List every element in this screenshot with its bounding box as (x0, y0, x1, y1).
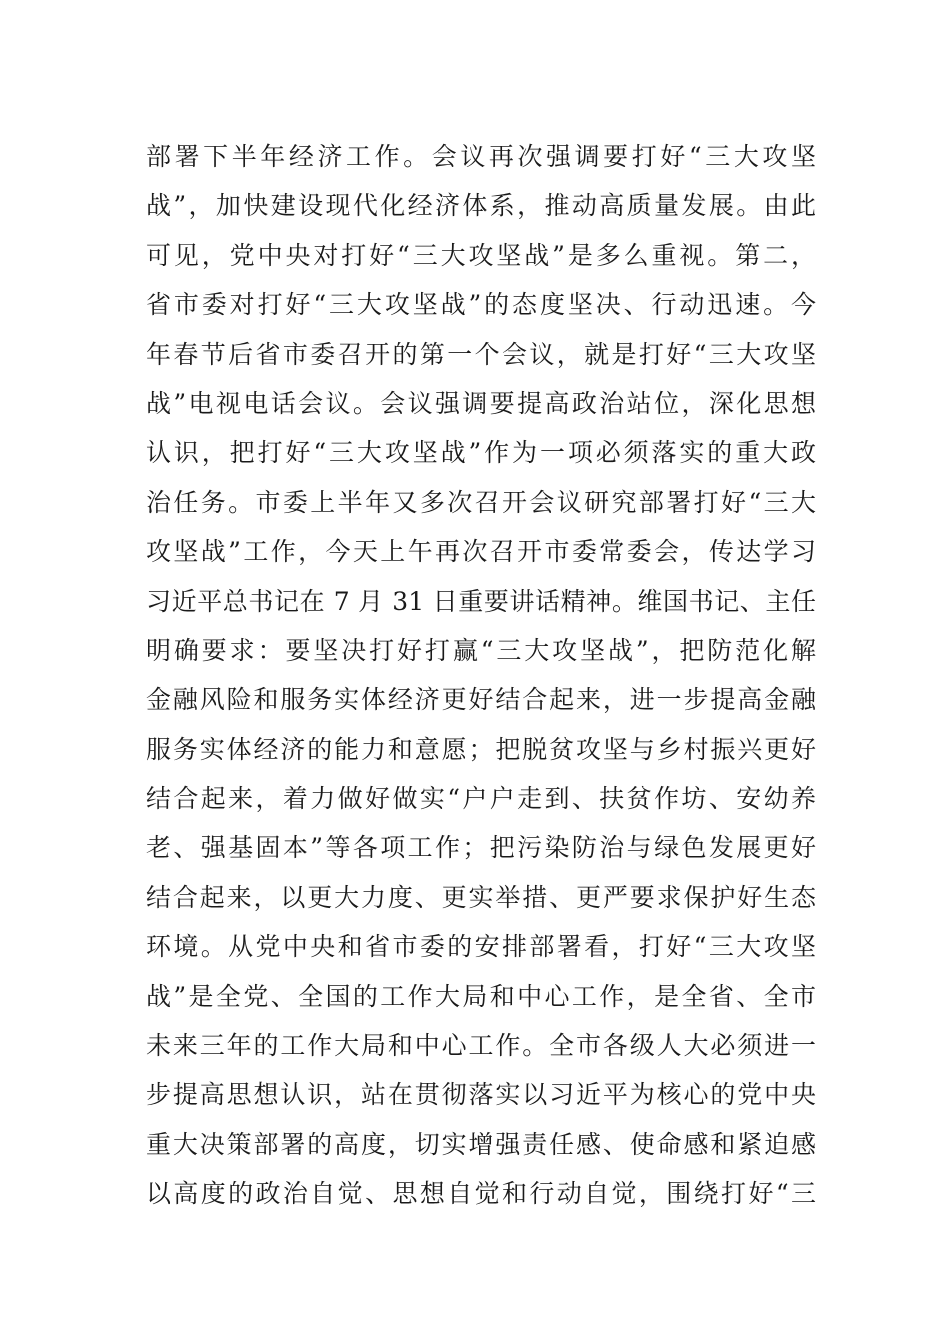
text-line: 明确要求：要坚决打好打赢“三大攻坚战”，把防范化解 (146, 635, 816, 665)
text-line: 习近平总书记在 7 月 31 日重要讲话精神。维国书记、主任 (146, 586, 816, 616)
text-line: 老、强基固本”等各项工作；把污染防治与绿色发展更好 (146, 833, 816, 863)
text-line: 以高度的政治自觉、思想自觉和行动自觉，围绕打好“三 (146, 1179, 816, 1209)
text-line: 可见，党中央对打好“三大攻坚战”是多么重视。第二， (146, 240, 816, 270)
text-line: 结合起来，以更大力度、更实举措、更严要求保护好生态 (146, 882, 816, 912)
text-line: 认识，把打好“三大攻坚战”作为一项必须落实的重大政 (146, 438, 816, 468)
text-line: 年春节后省市委召开的第一个会议，就是打好“三大攻坚 (146, 339, 816, 369)
text-line: 战”电视电话会议。会议强调要提高政治站位，深化思想 (146, 388, 816, 418)
text-line: 步提高思想认识，站在贯彻落实以习近平为核心的党中央 (146, 1080, 816, 1110)
text-line: 省市委对打好“三大攻坚战”的态度坚决、行动迅速。今 (146, 290, 816, 320)
text-line: 治任务。市委上半年又多次召开会议研究部署打好“三大 (146, 487, 816, 517)
text-line: 服务实体经济的能力和意愿；把脱贫攻坚与乡村振兴更好 (146, 734, 816, 764)
text-line: 未来三年的工作大局和中心工作。全市各级人大必须进一 (146, 1031, 816, 1061)
text-line: 结合起来，着力做好做实“户户走到、扶贫作坊、安幼养 (146, 784, 816, 814)
body-text (146, 132, 816, 1219)
text-line: 重大决策部署的高度，切实增强责任感、使命感和紧迫感 (146, 1129, 816, 1159)
text-line: 攻坚战”工作，今天上午再次召开市委常委会，传达学习 (146, 537, 816, 567)
text-line: 部署下半年经济工作。会议再次强调要打好“三大攻坚 (146, 142, 816, 171)
text-line: 金融风险和服务实体经济更好结合起来，进一步提高金融 (146, 685, 816, 715)
text-line: 战”是全党、全国的工作大局和中心工作，是全省、全市 (146, 981, 816, 1011)
text-line: 环境。从党中央和省市委的安排部署看，打好“三大攻坚 (146, 932, 816, 962)
text-line: 战”，加快建设现代化经济体系，推动高质量发展。由此 (146, 191, 816, 221)
